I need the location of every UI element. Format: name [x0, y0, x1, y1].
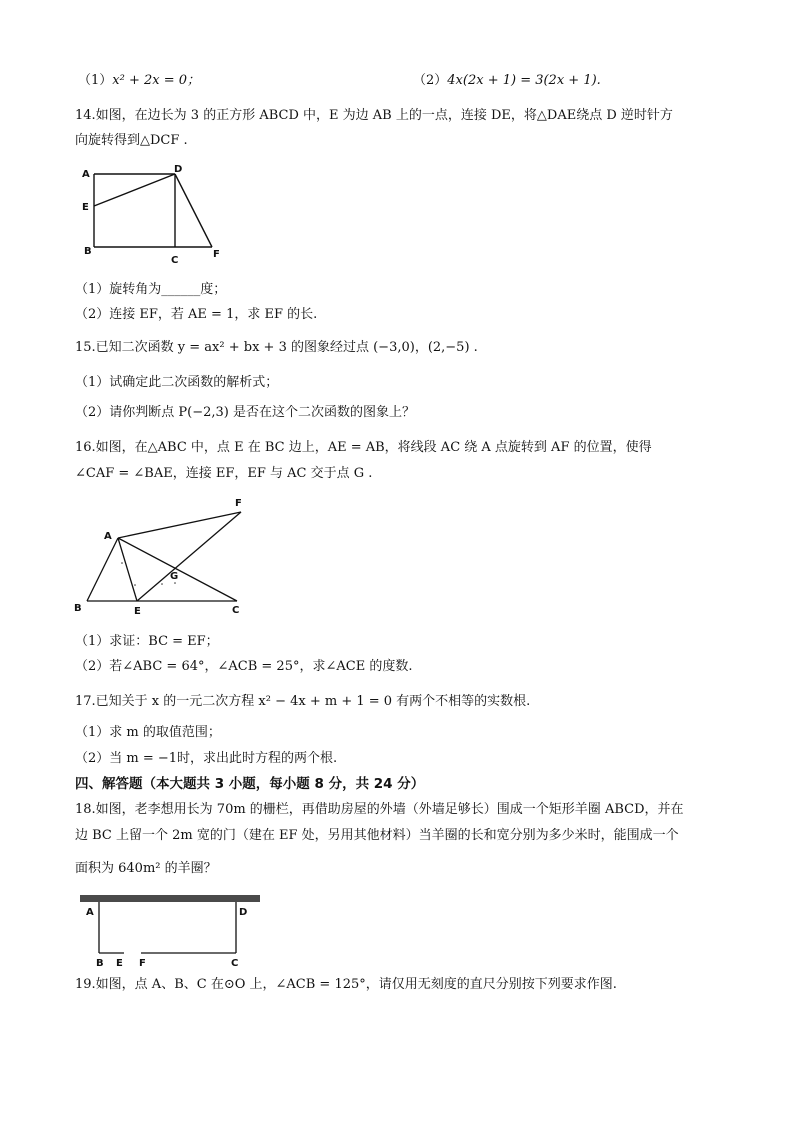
q14-label-A: A	[82, 169, 90, 180]
q16-label-G: G	[170, 571, 179, 582]
q16-label-A: A	[104, 531, 112, 542]
q16-stem-line1: 16.如图，在△ABC 中，点 E 在 BC 边上，AE = AB，将线段 AC 绕 A 点旋转到 AF 的位置，使得	[75, 440, 652, 455]
q18-label-F: F	[139, 958, 146, 969]
q14-figure	[82, 165, 232, 265]
q16-label-F: F	[235, 498, 242, 509]
q16-sub2: （2）若∠ABC = 64°，∠ACB = 25°，求∠ACE 的度数.	[75, 659, 413, 674]
q14-label-C: C	[171, 255, 179, 266]
q14-label-E: E	[82, 202, 89, 213]
q18-house-wall	[80, 895, 260, 902]
q18-stem-line1: 18.如图，老李想用长为 70m 的栅栏，再借助房屋的外墙（外墙足够长）围成一个矩形羊圈 ABCD，并在	[75, 802, 684, 817]
q15-sub1: （1）试确定此二次函数的解析式；	[75, 375, 279, 390]
q14-segment-DF	[175, 174, 212, 247]
q18-label-D: D	[239, 907, 248, 918]
q14-sub1: （1）旋转角为______度；	[75, 282, 227, 297]
q16-label-B: B	[74, 603, 82, 614]
q16-dot-4	[174, 582, 176, 584]
q14-stem-line2: 向旋转得到△DCF .	[75, 133, 188, 148]
q16-segment-AB	[87, 538, 118, 601]
q14-label-D: D	[174, 164, 183, 175]
q16-dot-2	[134, 584, 136, 586]
q18-label-B: B	[96, 958, 104, 969]
q18-stem-line2: 边 BC 上留一个 2m 宽的门（建在 EF 处，另用其他材料）当羊圈的长和宽分别为多少米时，能围成一个	[75, 828, 679, 843]
q19-stem: 19.如图，点 A、B、C 在⊙O 上，∠ACB = 125°，请仅用无刻度的直尺分别按下列要求作图.	[75, 977, 617, 992]
q14-segment-DE	[94, 174, 175, 206]
q16-segment-AC	[118, 538, 237, 601]
q14-label-F: F	[213, 249, 220, 260]
q17-stem: 17.已知关于 x 的一元二次方程 x² − 4x + m + 1 = 0 有两个不相等的实数根.	[75, 694, 531, 709]
q16-dot-3	[161, 583, 163, 585]
q13-part1	[78, 72, 200, 90]
q14-stem-line1: 14.如图，在边长为 3 的正方形 ABCD 中，E 为边 AB 上的一点，连接 DE，将△DAE绕点 D 逆时针方	[75, 108, 673, 123]
q16-label-C: C	[232, 605, 240, 616]
q18-figure	[78, 893, 268, 973]
q17-sub1: （1）求 m 的取值范围；	[75, 725, 221, 740]
q16-figure	[72, 497, 262, 617]
section-heading: 四、解答题（本大题共 3 小题，每小题 8 分，共 24 分）	[75, 776, 425, 792]
q16-dot-1	[121, 562, 123, 564]
q18-label-E: E	[116, 958, 123, 969]
q16-stem-line2: ∠CAF = ∠BAE，连接 EF，EF 与 AC 交于点 G .	[75, 466, 373, 481]
q13-eq1: x² + 2x = 0；	[112, 73, 201, 88]
q14-sub2: （2）连接 EF，若 AE = 1，求 EF 的长.	[75, 307, 318, 322]
q18-label-C: C	[231, 958, 239, 969]
q16-label-E: E	[134, 606, 141, 617]
q15-sub2: （2）请你判断点 P(−2,3) 是否在这个二次函数的图象上？	[75, 405, 415, 420]
q13-part1-label: （1）	[78, 73, 113, 88]
q13-eq2: 4x(2x + 1) = 3(2x + 1).	[447, 73, 601, 88]
q13-part2	[413, 72, 601, 90]
q13-part2-label: （2）	[413, 73, 448, 88]
q16-sub1: （1）求证：BC = EF；	[75, 634, 219, 649]
q16-segment-AE	[118, 538, 137, 601]
q14-label-B: B	[84, 246, 92, 257]
q17-sub2: （2）当 m = −1时，求出此时方程的两个根.	[75, 751, 338, 766]
q18-label-A: A	[86, 907, 94, 918]
q16-segment-AF	[118, 512, 241, 538]
q15-stem: 15.已知二次函数 y = ax² + bx + 3 的图象经过点 (−3,0)，(2,−5) .	[75, 340, 478, 355]
q18-stem-line3: 面积为 640m² 的羊圈？	[75, 861, 217, 876]
